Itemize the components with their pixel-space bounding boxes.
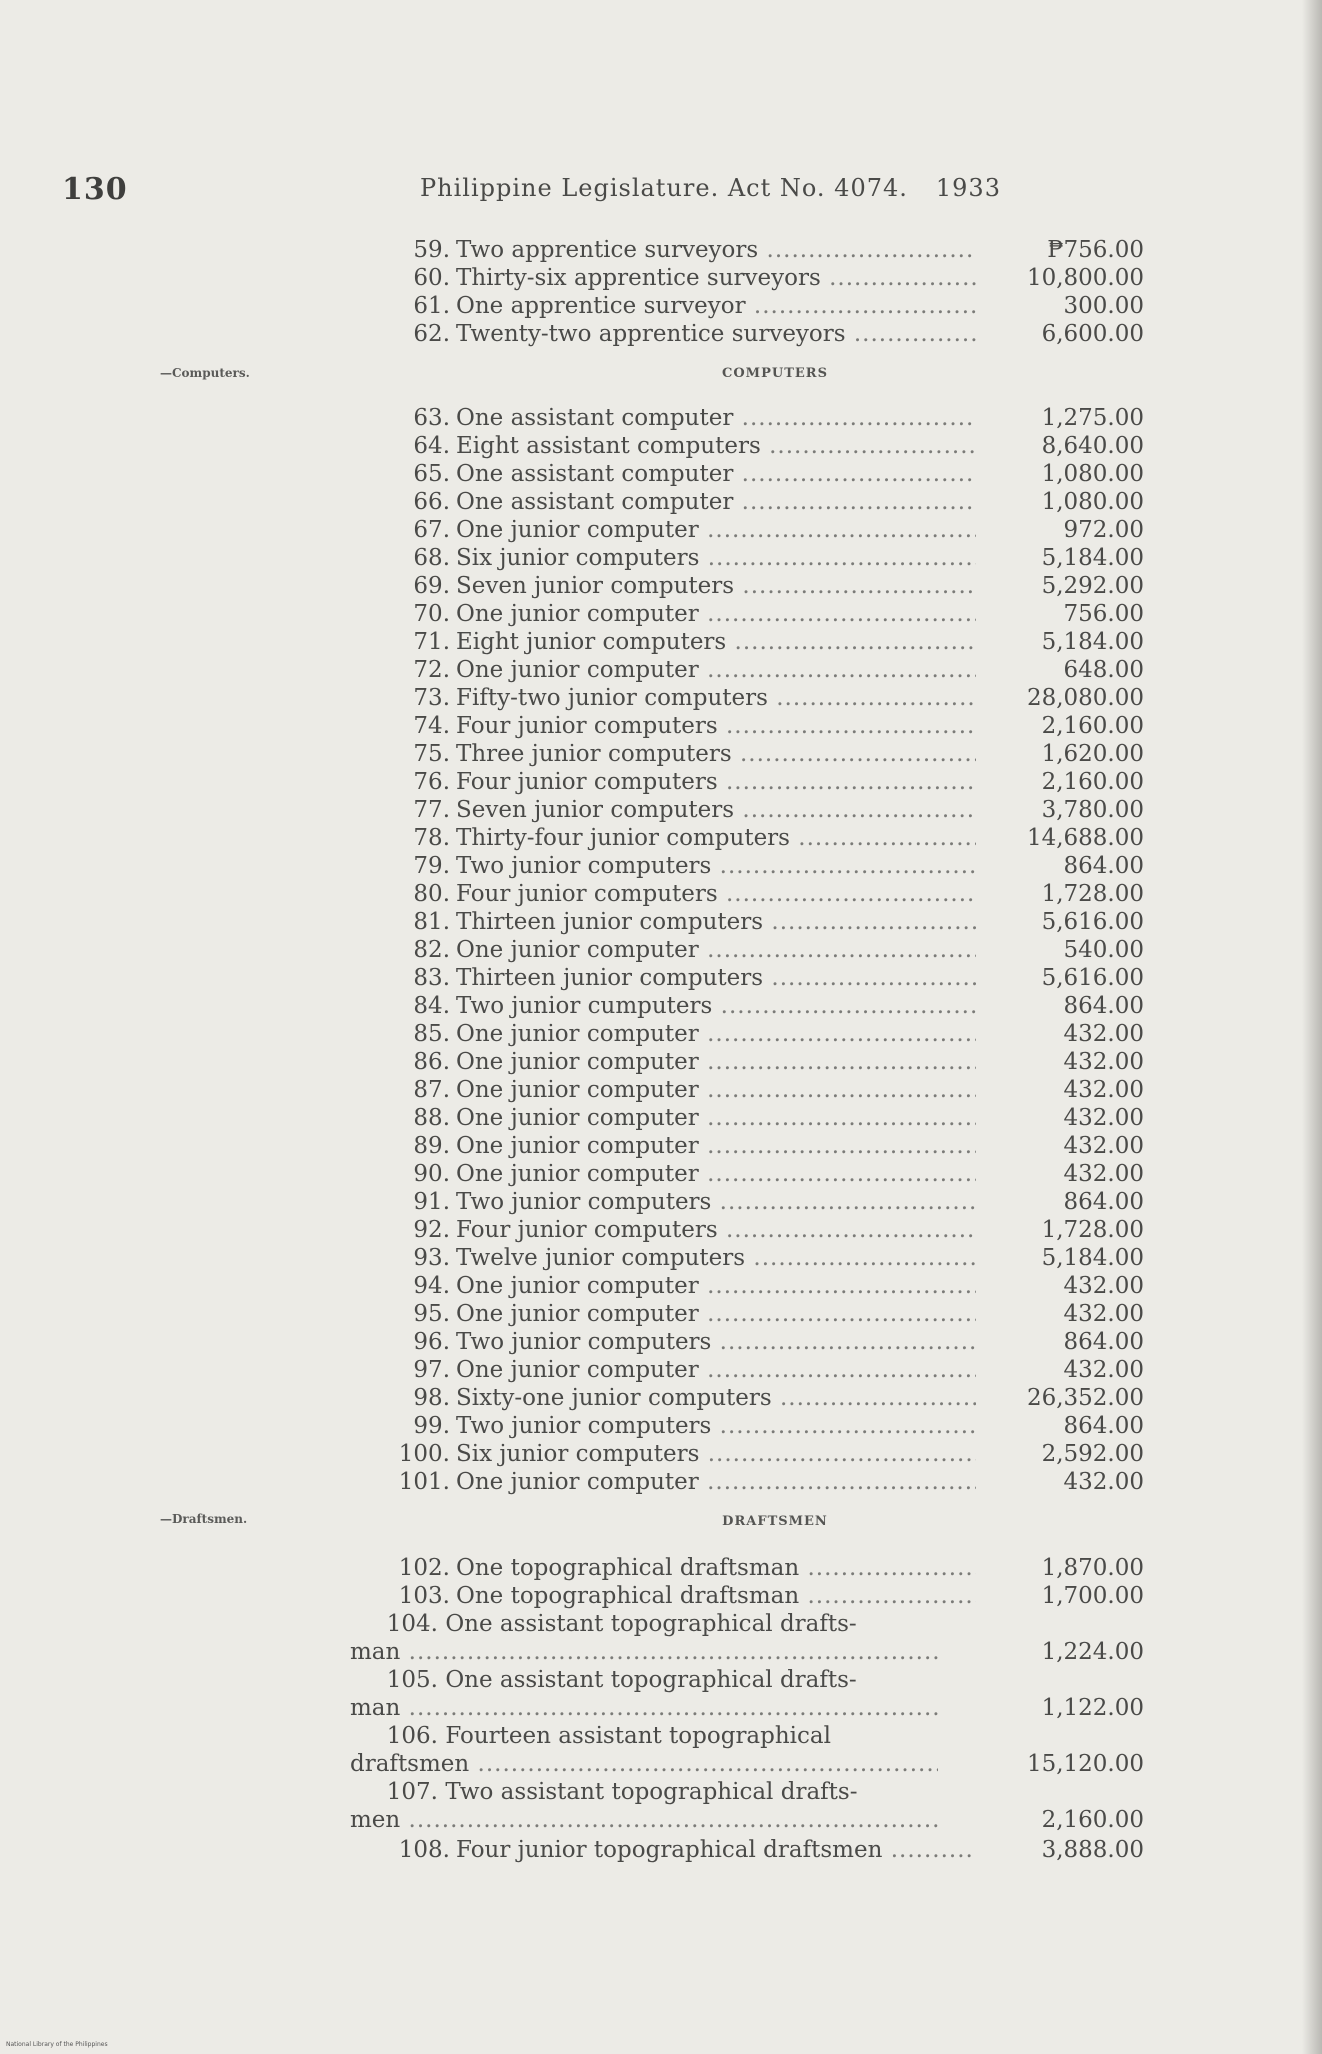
list-item bbox=[398, 796, 1144, 826]
item-amount: 6,600.00 bbox=[1041, 321, 1144, 347]
item-number: 72. bbox=[413, 657, 450, 683]
item-description: Seven junior computers ..... bbox=[456, 796, 976, 824]
item-description: One assistant topographical drafts- bbox=[445, 1611, 857, 1637]
item-number: 82. bbox=[413, 937, 450, 963]
item-amount: 864.00 bbox=[1063, 1329, 1144, 1355]
item-number: 91. bbox=[413, 1189, 450, 1215]
item-number: 77. bbox=[413, 797, 450, 823]
list-item bbox=[398, 1272, 1144, 1302]
list-item bbox=[398, 404, 1144, 434]
list-item bbox=[398, 1554, 1144, 1584]
list-item bbox=[398, 1300, 1144, 1330]
item-amount: 432.00 bbox=[1063, 1469, 1144, 1495]
item-description: Six junior computers ..... bbox=[456, 1440, 976, 1468]
item-description: Two junior computers ..... bbox=[456, 1188, 976, 1216]
item-description: One junior computer ..... bbox=[456, 1020, 976, 1048]
list-item bbox=[398, 292, 1144, 322]
item-number: 70. bbox=[413, 601, 450, 627]
list-item bbox=[398, 656, 1144, 686]
item-amount: 5,184.00 bbox=[1041, 1245, 1144, 1271]
item-amount: 432.00 bbox=[1063, 1161, 1144, 1187]
item-description: One assistant computer ..... bbox=[456, 404, 976, 432]
item-amount: 432.00 bbox=[1063, 1301, 1144, 1327]
item-amount: 1,870.00 bbox=[1041, 1555, 1144, 1581]
item-description: One assistant computer ..... bbox=[456, 488, 976, 516]
item-amount: 8,640.00 bbox=[1041, 433, 1144, 459]
item-line-1 bbox=[350, 1666, 966, 1694]
list-item bbox=[398, 824, 1144, 854]
item-amount: 432.00 bbox=[1063, 1133, 1144, 1159]
list-item bbox=[398, 1328, 1144, 1358]
item-amount: 432.00 bbox=[1063, 1105, 1144, 1131]
item-description: Two assistant topographical drafts- bbox=[445, 1779, 858, 1805]
item-number: 102. bbox=[398, 1555, 450, 1581]
item-number: 87. bbox=[413, 1077, 450, 1103]
item-amount: 1,620.00 bbox=[1041, 741, 1144, 767]
item-amount: 756.00 bbox=[1063, 601, 1144, 627]
list-item bbox=[398, 1582, 1144, 1612]
item-number: 88. bbox=[413, 1105, 450, 1131]
item-description-continued: men ..... bbox=[350, 1806, 938, 1834]
item-amount: 864.00 bbox=[1063, 853, 1144, 879]
item-description: Eight assistant computers ..... bbox=[456, 432, 976, 460]
item-description: One junior computer ..... bbox=[456, 936, 976, 964]
item-description: Four junior topographical draftsmen ..... bbox=[456, 1836, 976, 1864]
item-amount: 432.00 bbox=[1063, 1273, 1144, 1299]
item-description: One junior computer ..... bbox=[456, 1048, 976, 1076]
item-amount: ₱756.00 bbox=[1047, 237, 1144, 263]
item-amount: 5,184.00 bbox=[1041, 629, 1144, 655]
list-item bbox=[398, 1132, 1144, 1162]
item-amount: 15,120.00 bbox=[1026, 1751, 1144, 1777]
item-description: One junior computer ..... bbox=[456, 1468, 976, 1496]
item-number: 67. bbox=[413, 517, 450, 543]
item-number: 103. bbox=[398, 1583, 450, 1609]
item-number: 93. bbox=[413, 1245, 450, 1271]
item-description: Two junior cumputers ..... bbox=[456, 992, 976, 1020]
item-number: 89. bbox=[413, 1133, 450, 1159]
item-description: One assistant topographical drafts- bbox=[445, 1667, 857, 1693]
list-item bbox=[398, 544, 1144, 574]
item-amount: 1,080.00 bbox=[1041, 461, 1144, 487]
list-item bbox=[398, 1412, 1144, 1442]
list-item bbox=[398, 1160, 1144, 1190]
item-number: 71. bbox=[413, 629, 450, 655]
item-number: 107. bbox=[386, 1779, 438, 1805]
item-description: Fourteen assistant topographical bbox=[445, 1723, 831, 1749]
item-amount: 540.00 bbox=[1063, 937, 1144, 963]
item-amount: 864.00 bbox=[1063, 993, 1144, 1019]
item-amount: 432.00 bbox=[1063, 1049, 1144, 1075]
item-number: 97. bbox=[413, 1357, 450, 1383]
item-amount: 28,080.00 bbox=[1026, 685, 1144, 711]
item-amount: 648.00 bbox=[1063, 657, 1144, 683]
item-description: Six junior computers ..... bbox=[456, 544, 976, 572]
item-number: 64. bbox=[413, 433, 450, 459]
item-description: One junior computer ..... bbox=[456, 656, 976, 684]
item-amount: 3,780.00 bbox=[1041, 797, 1144, 823]
list-item bbox=[350, 1778, 1144, 1834]
item-number: 94. bbox=[413, 1273, 450, 1299]
list-item bbox=[398, 684, 1144, 714]
item-number: 65. bbox=[413, 461, 450, 487]
item-amount: 972.00 bbox=[1063, 517, 1144, 543]
item-amount: 432.00 bbox=[1063, 1077, 1144, 1103]
item-description: One topographical draftsman ..... bbox=[456, 1554, 976, 1582]
item-amount: 5,184.00 bbox=[1041, 545, 1144, 571]
list-item bbox=[398, 264, 1144, 294]
item-amount: 1,080.00 bbox=[1041, 489, 1144, 515]
item-description: Thirteen junior computers ..... bbox=[456, 964, 976, 992]
item-number: 81. bbox=[413, 909, 450, 935]
item-number: 85. bbox=[413, 1021, 450, 1047]
item-description-continued: man ..... bbox=[350, 1638, 938, 1666]
item-amount: 14,688.00 bbox=[1026, 825, 1144, 851]
item-description: Two junior computers ..... bbox=[456, 852, 976, 880]
list-item bbox=[398, 572, 1144, 602]
item-amount: 300.00 bbox=[1063, 293, 1144, 319]
item-description: Sixty-one junior computers ..... bbox=[456, 1384, 976, 1412]
item-number: 84. bbox=[413, 993, 450, 1019]
item-description: Four junior computers ..... bbox=[456, 1216, 976, 1244]
item-number: 95. bbox=[413, 1301, 450, 1327]
item-amount: 3,888.00 bbox=[1041, 1837, 1144, 1863]
page-edge-shadow bbox=[1302, 0, 1322, 2054]
item-amount: 1,122.00 bbox=[1041, 1695, 1144, 1721]
list-item bbox=[398, 852, 1144, 882]
item-number: 59. bbox=[413, 237, 450, 263]
item-description: One junior computer ..... bbox=[456, 1132, 976, 1160]
list-item bbox=[398, 236, 1144, 266]
item-number: 105. bbox=[386, 1667, 438, 1693]
library-footer: National Library of the Philippines bbox=[6, 2041, 108, 2048]
item-amount: 864.00 bbox=[1063, 1413, 1144, 1439]
list-item bbox=[398, 1076, 1144, 1106]
item-number: 108. bbox=[398, 1837, 450, 1863]
item-number: 80. bbox=[413, 881, 450, 907]
list-item bbox=[398, 712, 1144, 742]
item-number: 101. bbox=[398, 1469, 450, 1495]
list-item bbox=[398, 964, 1144, 994]
item-description: One junior computer ..... bbox=[456, 1160, 976, 1188]
item-description: One junior computer ..... bbox=[456, 1272, 976, 1300]
item-number: 79. bbox=[413, 853, 450, 879]
item-description-continued: man ..... bbox=[350, 1694, 938, 1722]
item-number: 69. bbox=[413, 573, 450, 599]
list-item bbox=[350, 1666, 1144, 1722]
item-line-1 bbox=[350, 1610, 966, 1638]
margin-note-draftsmen: —Draftsmen. bbox=[160, 1512, 248, 1526]
list-item bbox=[398, 600, 1144, 630]
list-item bbox=[398, 908, 1144, 938]
item-amount: 864.00 bbox=[1063, 1189, 1144, 1215]
list-item bbox=[398, 1836, 1144, 1866]
item-amount: 1,728.00 bbox=[1041, 881, 1144, 907]
item-description: Seven junior computers ..... bbox=[456, 572, 976, 600]
running-head bbox=[420, 174, 1001, 202]
item-description: Two junior computers ..... bbox=[456, 1412, 976, 1440]
list-item bbox=[398, 1384, 1144, 1414]
item-number: 68. bbox=[413, 545, 450, 571]
item-number: 73. bbox=[413, 685, 450, 711]
list-item bbox=[398, 488, 1144, 518]
page-number: 130 bbox=[62, 172, 128, 207]
item-amount: 5,292.00 bbox=[1041, 573, 1144, 599]
item-amount: 1,224.00 bbox=[1041, 1639, 1144, 1665]
item-number: 86. bbox=[413, 1049, 450, 1075]
item-number: 61. bbox=[413, 293, 450, 319]
list-item bbox=[350, 1722, 1144, 1778]
item-description: One assistant computer ..... bbox=[456, 460, 976, 488]
list-item bbox=[398, 1188, 1144, 1218]
item-amount: 2,160.00 bbox=[1041, 1807, 1144, 1833]
item-description: Four junior computers ..... bbox=[456, 768, 976, 796]
item-number: 63. bbox=[413, 405, 450, 431]
item-number: 104. bbox=[386, 1611, 438, 1637]
item-amount: 5,616.00 bbox=[1041, 965, 1144, 991]
list-item bbox=[398, 432, 1144, 462]
item-number: 92. bbox=[413, 1217, 450, 1243]
item-line-1 bbox=[350, 1722, 966, 1750]
list-item bbox=[350, 1610, 1144, 1666]
list-item bbox=[398, 516, 1144, 546]
running-head-title: Philippine Legislature. Act No. 4074. bbox=[420, 174, 908, 202]
item-description: One junior computer ..... bbox=[456, 600, 976, 628]
list-item bbox=[398, 880, 1144, 910]
item-description: Twelve junior computers ..... bbox=[456, 1244, 976, 1272]
item-line-1 bbox=[350, 1778, 966, 1806]
item-amount: 2,160.00 bbox=[1041, 713, 1144, 739]
margin-note-computers: —Computers. bbox=[160, 366, 250, 380]
list-item bbox=[398, 1440, 1144, 1470]
list-item bbox=[398, 1104, 1144, 1134]
list-item bbox=[398, 1356, 1144, 1386]
item-description: Thirty-six apprentice surveyors ..... bbox=[456, 264, 976, 292]
item-number: 66. bbox=[413, 489, 450, 515]
list-item bbox=[398, 1048, 1144, 1078]
item-description: Three junior computers ..... bbox=[456, 740, 976, 768]
item-amount: 26,352.00 bbox=[1026, 1385, 1144, 1411]
item-number: 99. bbox=[413, 1413, 450, 1439]
item-description: Thirteen junior computers ..... bbox=[456, 908, 976, 936]
item-description: Two junior computers ..... bbox=[456, 1328, 976, 1356]
item-description-continued: draftsmen ..... bbox=[350, 1750, 938, 1778]
item-amount: 1,275.00 bbox=[1041, 405, 1144, 431]
list-item bbox=[398, 768, 1144, 798]
item-description: Twenty-two apprentice surveyors ..... bbox=[456, 320, 976, 348]
item-number: 74. bbox=[413, 713, 450, 739]
item-amount: 1,728.00 bbox=[1041, 1217, 1144, 1243]
list-item bbox=[398, 1244, 1144, 1274]
item-amount: 5,616.00 bbox=[1041, 909, 1144, 935]
item-description: One junior computer ..... bbox=[456, 1356, 976, 1384]
item-description: One junior computer ..... bbox=[456, 516, 976, 544]
section-heading-computers: COMPUTERS bbox=[722, 366, 828, 381]
item-amount: 432.00 bbox=[1063, 1357, 1144, 1383]
list-item bbox=[398, 1468, 1144, 1498]
list-item bbox=[398, 740, 1144, 770]
item-description: One junior computer ..... bbox=[456, 1076, 976, 1104]
item-description: Fifty-two junior computers ..... bbox=[456, 684, 976, 712]
list-item bbox=[398, 628, 1144, 658]
item-description: One topographical draftsman ..... bbox=[456, 1582, 976, 1610]
list-item bbox=[398, 1020, 1144, 1050]
item-amount: 1,700.00 bbox=[1041, 1583, 1144, 1609]
item-number: 76. bbox=[413, 769, 450, 795]
list-item bbox=[398, 460, 1144, 490]
running-head-year: 1933 bbox=[935, 174, 1001, 202]
item-number: 106. bbox=[386, 1723, 438, 1749]
item-description: Thirty-four junior computers ..... bbox=[456, 824, 976, 852]
item-number: 60. bbox=[413, 265, 450, 291]
item-description: Two apprentice surveyors ..... bbox=[456, 236, 976, 264]
item-number: 96. bbox=[413, 1329, 450, 1355]
list-item bbox=[398, 1216, 1144, 1246]
item-number: 90. bbox=[413, 1161, 450, 1187]
item-number: 98. bbox=[413, 1385, 450, 1411]
item-number: 75. bbox=[413, 741, 450, 767]
item-amount: 2,592.00 bbox=[1041, 1441, 1144, 1467]
item-amount: 2,160.00 bbox=[1041, 769, 1144, 795]
item-description: Four junior computers ..... bbox=[456, 880, 976, 908]
item-number: 62. bbox=[413, 321, 450, 347]
item-number: 83. bbox=[413, 965, 450, 991]
item-amount: 10,800.00 bbox=[1026, 265, 1144, 291]
list-item bbox=[398, 992, 1144, 1022]
item-description: One junior computer ..... bbox=[456, 1300, 976, 1328]
item-number: 100. bbox=[398, 1441, 450, 1467]
item-description: One apprentice surveyor ..... bbox=[456, 292, 976, 320]
item-description: Eight junior computers ..... bbox=[456, 628, 976, 656]
item-description: One junior computer ..... bbox=[456, 1104, 976, 1132]
item-amount: 432.00 bbox=[1063, 1021, 1144, 1047]
list-item bbox=[398, 936, 1144, 966]
item-description: Four junior computers ..... bbox=[456, 712, 976, 740]
list-item bbox=[398, 320, 1144, 350]
item-number: 78. bbox=[413, 825, 450, 851]
section-heading-draftsmen: DRAFTSMEN bbox=[722, 1514, 828, 1529]
